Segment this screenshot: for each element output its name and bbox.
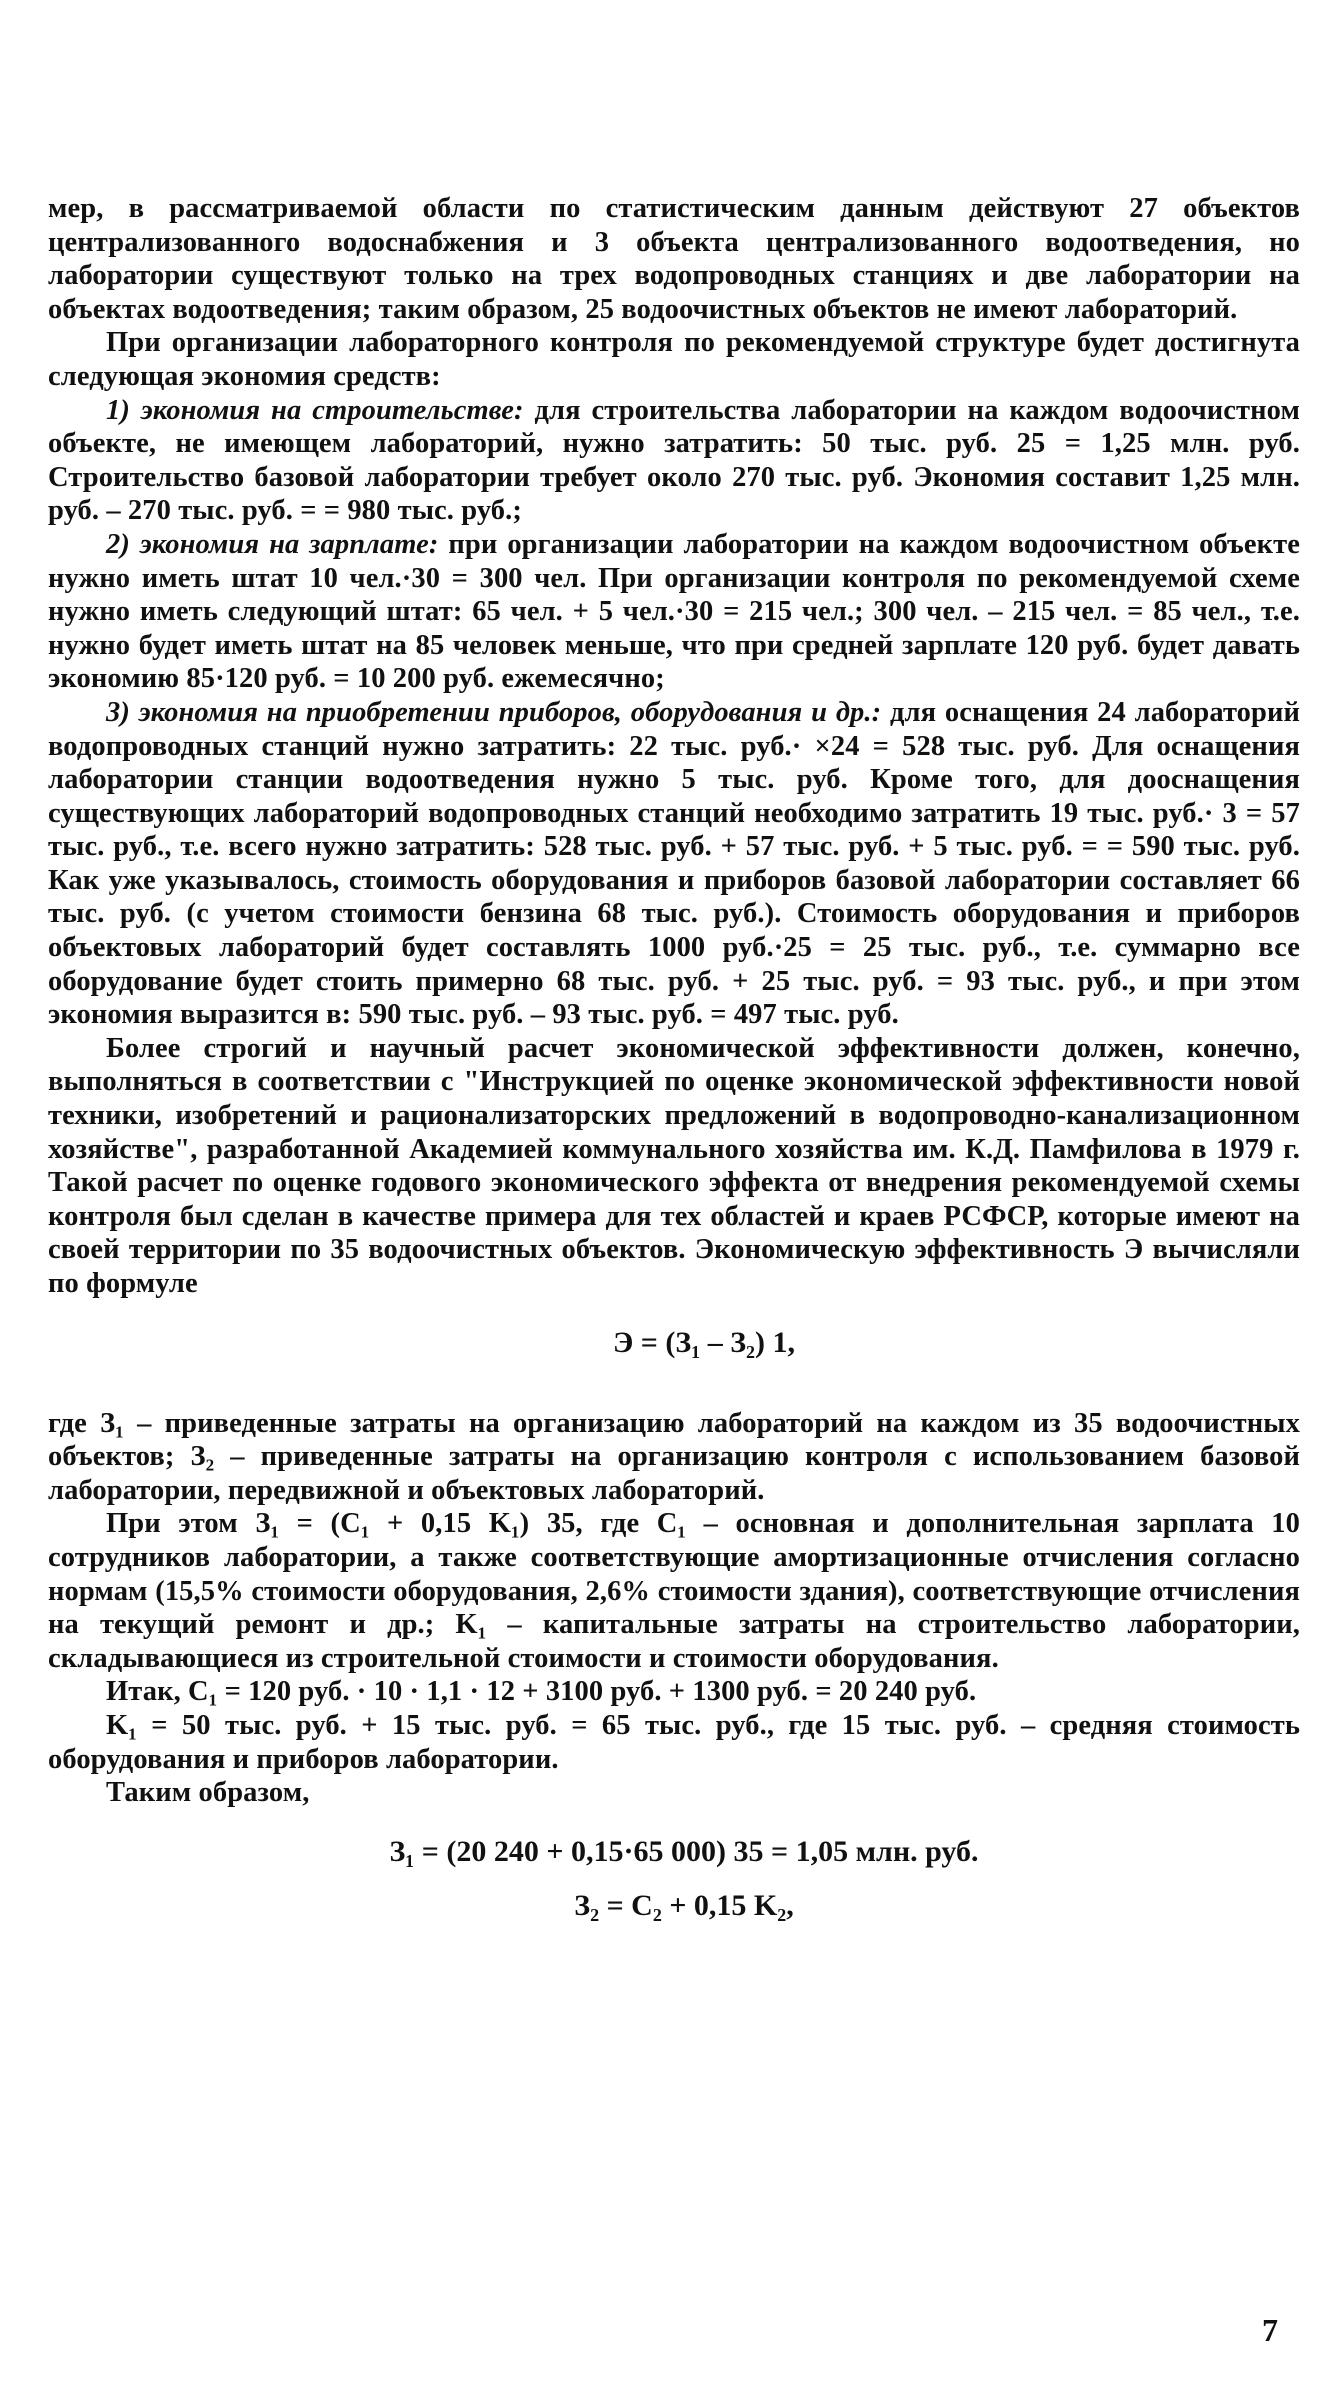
- paragraph: [48, 696, 1300, 1032]
- page-number: 7: [1262, 2312, 1278, 2348]
- italic-lead: 2) экономия на зарплате:: [106, 528, 439, 560]
- paragraph: где З₁ – приведенные затраты на организацию лабораторий на каждом из 35 водоочистных объектов; З₂ – приведенные затраты на организацию контроля с использованием базовой лаборатории, передвижной и объектовых лабораторий.: [48, 1407, 1300, 1506]
- paragraph: Таким образом,: [106, 1777, 310, 1809]
- formula-z1: З₁ = (20 240 + 0,15·65 000) 35 = 1,05 млн. руб.: [389, 1834, 979, 1868]
- italic-lead: 1) экономия на строительстве:: [106, 394, 524, 426]
- paragraph: Итак, С₁ = 120 руб. · 10 · 1,1 · 12 + 3100 руб. + 1300 руб. = 20 240 руб.: [106, 1676, 977, 1708]
- paragraph: K₁ = 50 тыс. руб. + 15 тыс. руб. = 65 тыс. руб., где 15 тыс. руб. – средняя стоимость оборудования и приборов лаборатории.: [48, 1709, 1300, 1775]
- paragraph: [48, 528, 1300, 696]
- italic-lead: 3) экономия на приобретении приборов, оборудования и др.:: [106, 696, 882, 728]
- formula-z2: З₂ = С₂ + 0,15 K₂,: [574, 1888, 794, 1922]
- paragraph-text: для строительства лаборатории на каждом водоочистном объекте, не имеющем лабораторий, нужно затратить: 50 тыс. руб. 25 = 1,25 млн. руб. Строительство базовой лаборатории требует около 270 тыс. руб. Экономия составит 1,25 млн. руб. – 270 тыс. руб. = = 980 тыс. руб.;: [48, 394, 1300, 527]
- formula-efficiency: Э = (З₁ – З₂) 1,: [612, 1325, 796, 1359]
- paragraph: При организации лабораторного контроля по рекомендуемой структуре будет достигнута следующая экономия средств:: [48, 327, 1300, 392]
- paragraph: При этом З₁ = (С₁ + 0,15 K₁) 35, где С₁ – основная и дополнительная зарплата 10 сотрудников лаборатории, а также соответствующие амортизационные отчисления согласно нормам (15,5% стоимости оборудования, 2,6% стоимости здания), соответствующие отчисления на текущий ремонт и др.; K₁ – капитальные затраты на строительство лаборатории, складывающиеся из строительной стоимости и стоимости оборудования.: [48, 1508, 1300, 1674]
- paragraph: Более строгий и научный расчет экономической эффективности должен, конечно, выполняться в соответствии с "Инструкцией по оценке экономической эффективности новой техники, изобретений и рационализаторских предложений в водопроводно-канализационном хозяйстве", разработанной Академией коммунального хозяйства им. К.Д. Памфилова в 1979 г. Такой расчет по оценке годового экономического эффекта от внедрения рекомендуемой схемы контроля был сделан в качестве примера для тех областей и краев РСФСР, которые имеют на своей территории по 35 водоочистных объектов. Экономическую эффективность Э вычисляли по формуле: [48, 1032, 1300, 1299]
- paragraph-text: при организации лаборатории на каждом водоочистном объекте нужно иметь штат 10 чел.·30 = 300 чел. При организации контроля по рекомендуемой схеме нужно иметь следующий штат: 65 чел. + 5 чел.·30 = 215 чел.; 300 чел. – 215 чел. = 85 чел., т.е. нужно будет иметь штат на 85 человек меньше, что при средней зарплате 120 руб. будет давать экономию 85·120 руб. = 10 200 руб. ежемесячно;: [48, 528, 1300, 695]
- page-body: [48, 192, 1300, 1926]
- paragraph-text: для оснащения 24 лабораторий водопроводных станций нужно затратить: 22 тыс. руб.· ×24 = 528 тыс. руб. Для оснащения лаборатории станции водоотведения нужно 5 тыс. руб. Кроме того, для дооснащения существующих лабораторий водопроводных станций необходимо затратить 19 тыс. руб.· 3 = 57 тыс. руб., т.е. всего нужно затратить: 528 тыс. руб. + 57 тыс. руб. + 5 тыс. руб. = = 590 тыс. руб. Как уже указывалось, стоимость оборудования и приборов базовой лаборатории составляет 66 тыс. руб. (с учетом стоимости бензина 68 тыс. руб.). Стоимость оборудования и приборов объектовых лабораторий будет составлять 1000 руб.·25 = 25 тыс. руб., т.е. суммарно все оборудование будет стоить примерно 68 тыс. руб. + 25 тыс. руб. = 93 тыс. руб., и при этом экономия выразится в: 590 тыс. руб. – 93 тыс. руб. = 497 тыс. руб.: [48, 696, 1301, 1031]
- paragraph: мер, в рассматриваемой области по статистическим данным действуют 27 объектов централизованного водоснабжения и 3 объекта централизованного водоотведения, но лаборатории существуют только на трех водопроводных станциях и две лаборатории на объектах водоотведения; таким образом, 25 водоочистных объектов не имеют лабораторий.: [48, 193, 1300, 325]
- paragraph: [48, 394, 1300, 528]
